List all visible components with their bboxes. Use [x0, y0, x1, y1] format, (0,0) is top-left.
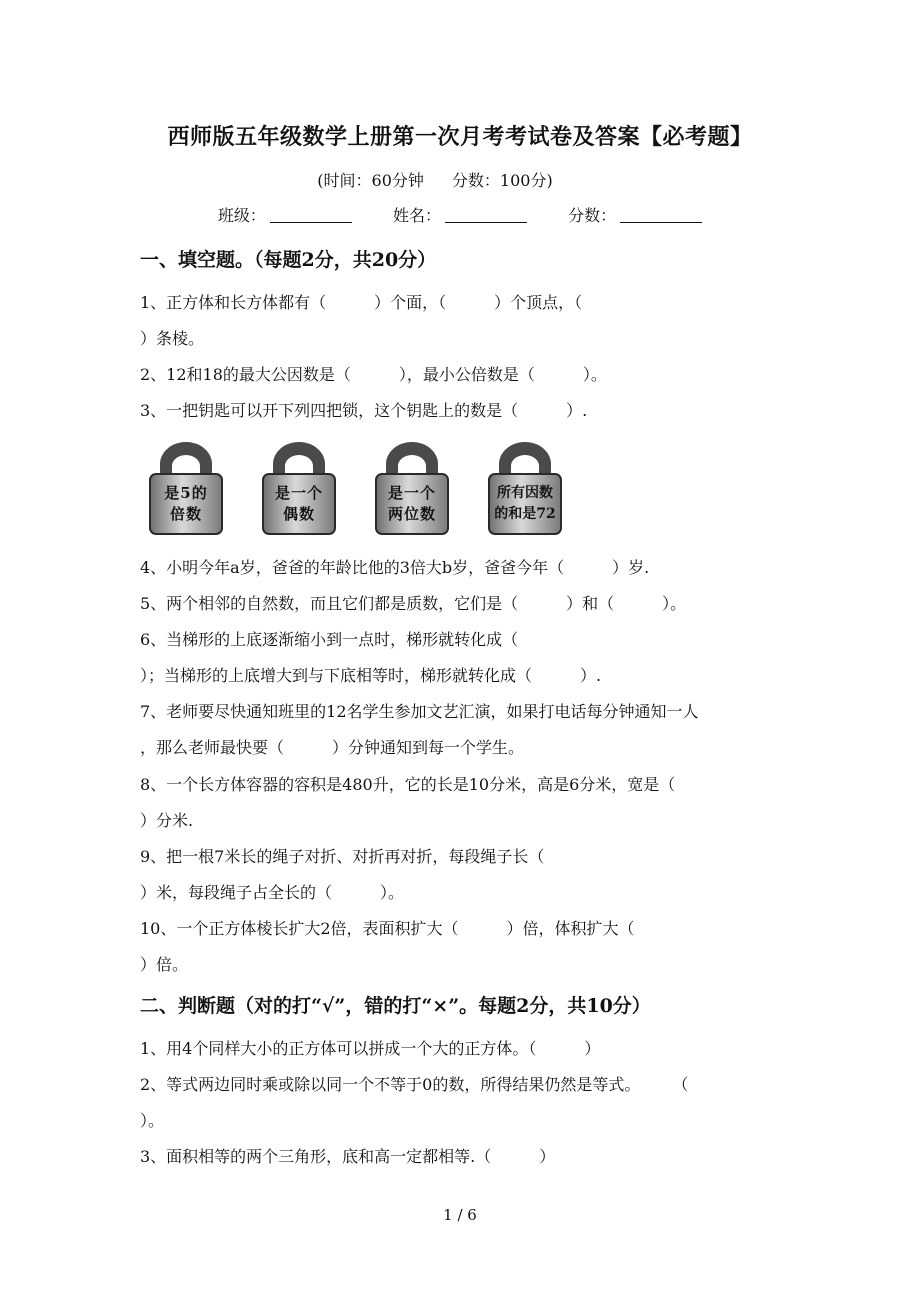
question-line: 8、一个长方体容器的容积是480升，它的长是10分米，高是6分米，宽是（ — [140, 775, 676, 794]
question-line: 3、一把钥匙可以开下列四把锁，这个钥匙上的数是（ ）. — [140, 401, 588, 420]
question-line: 7、老师要尽快通知班里的12名学生参加文艺汇演，如果打电话每分钟通知一人 — [140, 702, 699, 721]
lock-icon — [485, 440, 565, 536]
name-field — [393, 203, 527, 226]
question-line: ）米，每段绳子占全长的（ ）。 — [140, 883, 405, 902]
class-blank[interactable] — [270, 206, 352, 223]
question-line: ）。 — [140, 1111, 165, 1130]
lock-icon — [259, 440, 339, 536]
lock-text: 是5的 — [164, 484, 208, 502]
score-blank[interactable] — [620, 206, 702, 223]
name-label: 姓名： — [392, 206, 441, 225]
question-line: 6、当梯形的上底逐渐缩小到一点时，梯形就转化成（ — [140, 630, 519, 649]
class-field — [218, 203, 352, 226]
question-line: ）倍。 — [140, 955, 189, 974]
question-line: 2、等式两边同时乘或除以同一个不等于0的数，所得结果仍然是等式。 （ — [140, 1075, 689, 1094]
section-fill-blank-heading: 一、填空题。（每题2分，共20分） — [140, 249, 437, 271]
score-info: 分数：100分) — [451, 171, 553, 190]
question-line: 3、面积相等的两个三角形，底和高一定都相等.（ ） — [140, 1147, 556, 1166]
question-line: ）条棱。 — [140, 329, 205, 348]
lock-text: 所有因数 — [497, 485, 553, 501]
lock-icon — [372, 440, 452, 536]
lock-images — [146, 440, 576, 536]
lock-text: 偶数 — [282, 505, 315, 523]
question-line: ）分米. — [140, 811, 194, 830]
student-info — [0, 203, 920, 226]
question-line: 10、一个正方体棱长扩大2倍，表面积扩大（ ）倍，体积扩大（ — [140, 919, 635, 938]
lock-text: 是一个 — [387, 484, 436, 502]
question-line: 9、把一根7米长的绳子对折、对折再对折，每段绳子长（ — [140, 847, 545, 866]
class-label: 班级： — [217, 206, 266, 225]
exam-subtitle — [0, 168, 870, 191]
time-info: (时间：60分钟 — [317, 171, 424, 190]
question-line: 4、小明今年a岁，爸爸的年龄比他的3倍大b岁，爸爸今年（ ）岁. — [140, 558, 650, 577]
question-line: 2、12和18的最大公因数是（ ），最小公倍数是（ ）。 — [140, 365, 607, 384]
lock-text: 是一个 — [274, 484, 323, 502]
exam-title: 西师版五年级数学上册第一次月考考试卷及答案【必考题】 — [167, 124, 753, 150]
question-line: 5、两个相邻的自然数，而且它们都是质数，它们是（ ）和（ ）。 — [140, 594, 687, 613]
name-blank[interactable] — [445, 206, 527, 223]
question-line: ）；当梯形的上底增大到与下底相等时，梯形就转化成（ ）. — [140, 666, 602, 685]
lock-icon — [146, 440, 226, 536]
question-line: ，那么老师最快要（ ）分钟通知到每一个学生。 — [140, 738, 525, 757]
lock-text: 两位数 — [387, 505, 436, 523]
page-number: 1 / 6 — [443, 1206, 477, 1224]
question-line: 1、正方体和长方体都有（ ）个面，（ ）个顶点，（ — [140, 293, 583, 312]
score-field — [568, 203, 702, 226]
question-line: 1、用4个同样大小的正方体可以拼成一个大的正方体。（ ） — [140, 1039, 601, 1058]
score-label: 分数： — [568, 206, 617, 225]
section-true-false-heading: 二、判断题（对的打“√”，错的打“×”。每题2分，共10分） — [140, 995, 651, 1017]
lock-text: 倍数 — [169, 505, 202, 523]
lock-text: 的和是72 — [494, 506, 556, 522]
